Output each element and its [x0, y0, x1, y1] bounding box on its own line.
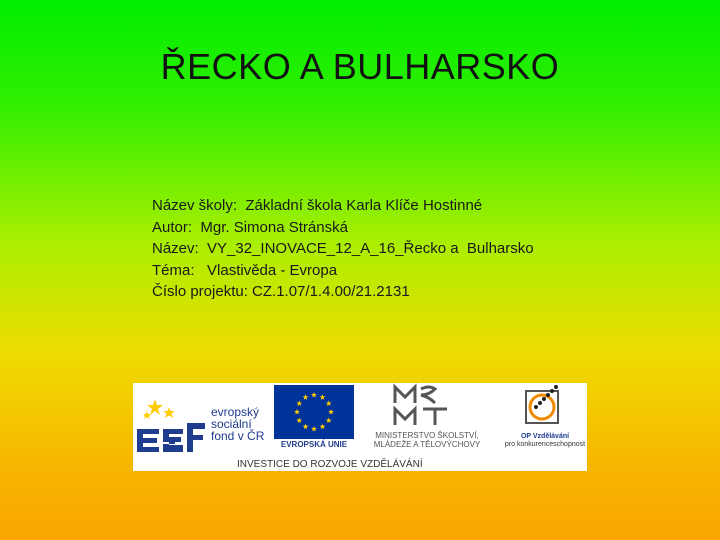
- project-info: [152, 195, 534, 303]
- info-line-name: Název: VY_32_INOVACE_12_A_16_Řecko a Bulharsko: [152, 240, 534, 257]
- funding-logo-bar: [133, 383, 587, 471]
- msmt-logo-icon: [391, 383, 451, 429]
- esf-logo-icon: [133, 393, 207, 457]
- op-logo-icon: [518, 383, 566, 431]
- msmt-text: MINISTERSTVO ŠKOLSTVÍ, MLÁDEŽE A TĚLOVÝCHOVY: [373, 431, 481, 449]
- info-line-author: Autor: Mgr. Simona Stránská: [152, 218, 348, 236]
- invest-text: INVESTICE DO ROZVOJE VZDĚLÁVÁNÍ: [237, 459, 423, 470]
- esf-text: evropský sociální fond v ČR: [211, 405, 265, 443]
- info-line-school: Název školy: Základní škola Karla Klíče Hostinné: [152, 197, 483, 214]
- eu-label: EVROPSKÁ UNIE: [280, 440, 348, 449]
- eu-flag-icon: [274, 385, 354, 439]
- slide-title: ŘECKO A BULHARSKO: [160, 46, 560, 87]
- op-text: OP Vzdělávání pro konkurenceschopnost: [504, 433, 586, 448]
- info-line-project-number: Číslo projektu: CZ.1.07/1.4.00/21.2131: [152, 283, 410, 300]
- info-line-topic: Téma: Vlastivěda - Evropa: [152, 261, 338, 279]
